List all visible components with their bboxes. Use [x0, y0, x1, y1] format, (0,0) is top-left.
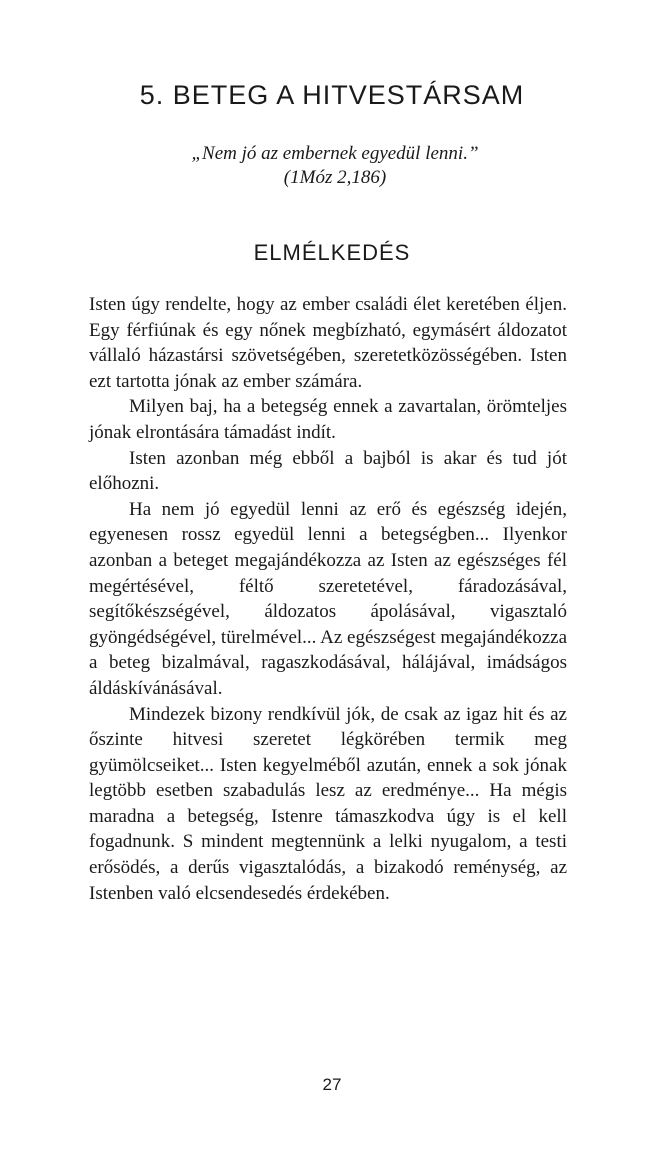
body-text	[89, 292, 567, 906]
epigraph-quote: „Nem jó az embernek egyedül lenni.”	[191, 143, 479, 164]
paragraph: Isten úgy rendelte, hogy az ember családi élet keretében éljen. Egy férfiúnak és egy nőnek megbízható, egymásért áldozatot vállaló házastársi szövetségében, szeretetközösségében. Isten ezt tartotta jónak az ember számára.	[89, 294, 567, 392]
paragraph: Isten azonban még ebből a bajból is akar és tud jót előhozni.	[89, 447, 567, 495]
chapter-title: 5. BETEG A HITVESTÁRSAM	[139, 80, 525, 110]
page-number: 27	[322, 1075, 342, 1094]
epigraph-reference: (1Móz 2,186)	[283, 167, 387, 188]
paragraph: Milyen baj, ha a betegség ennek a zavartalan, örömteljes jónak elrontására támadást indít.	[89, 396, 567, 443]
section-title: ELMÉLKEDÉS	[253, 240, 411, 265]
epigraph	[0, 142, 664, 190]
paragraph: Ha nem jó egyedül lenni az erő és egészség idején, egyenesen rossz egyedül lenni a betegségben... Ilyenkor azonban a beteget megajándékozza az Isten az egészséges fél megértésével, féltő szeretetével, fáradozásával, segítőkészségével, áldozatos ápolásával, vigasztaló gyöngédségével, türelmével... Az egészségest megajándékozza a beteg bizalmával, ragaszkodásával, hálájával, imádságos áldáskívánásával.	[89, 498, 567, 699]
paragraph: Mindezek bizony rendkívül jók, de csak az igaz hit és az őszinte hitvesi szeretet légkörében termik meg gyümölcseiket... Isten kegyelméből azután, ennek a sok jónak legtöbb esetben szabadulás lesz az eredménye... Ha mégis maradna a betegség, Istenre támaszkodva úgy is el kell fogadnunk. S mindent megtennünk a lelki nyugalom, a testi erősödés, a derűs vigasztalódás, a bizakodó reménység, az Istenben való elcsendesedés érdekében.	[89, 703, 567, 904]
